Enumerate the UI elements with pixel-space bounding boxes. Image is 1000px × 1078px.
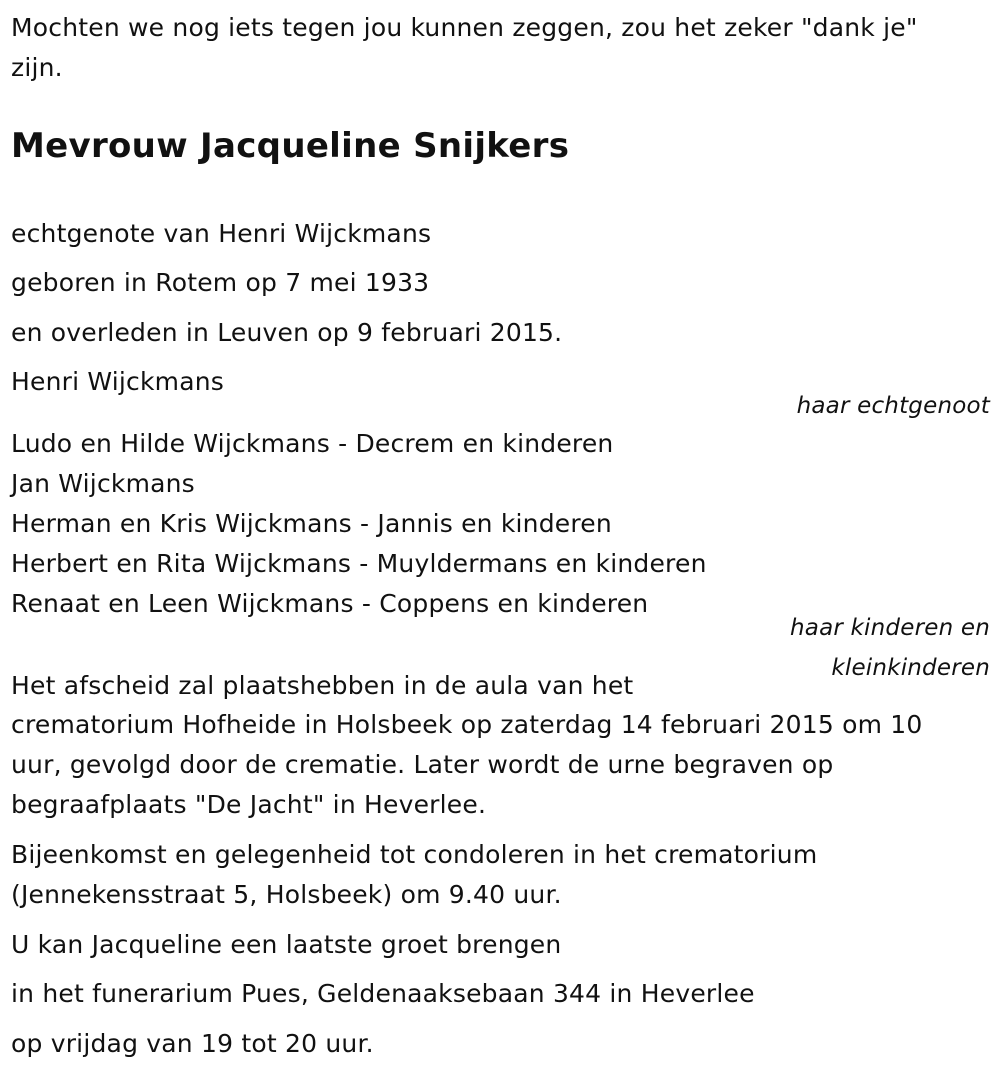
child-line: Ludo en Hilde Wijckmans - Decrem en kinderen — [11, 429, 614, 458]
detail-spouse-of: echtgenote van Henri Wijckmans — [11, 219, 432, 248]
farewell-line: Het afscheid zal plaatshebben in de aula van het — [11, 671, 634, 700]
deceased-name: Mevrouw Jacqueline Snijkers — [11, 126, 570, 166]
children-role-line1: haar kinderen en — [790, 615, 990, 641]
farewell-line: begraafplaats "De Jacht" in Heverlee. — [11, 790, 487, 819]
farewell-line: uur, gevolgd door de crematie. Later wordt de urne begraven op — [11, 750, 834, 779]
gathering-line: (Jennekensstraat 5, Holsbeek) om 9.40 uur. — [11, 880, 562, 909]
detail-born: geboren in Rotem op 7 mei 1933 — [11, 268, 430, 297]
child-line: Herbert en Rita Wijckmans - Muyldermans en kinderen — [11, 549, 707, 578]
children-role-line2: kleinkinderen — [831, 655, 990, 681]
spouse-role: haar echtgenoot — [796, 393, 990, 419]
detail-died: en overleden in Leuven op 9 februari 2015. — [11, 318, 563, 347]
spouse-name: Henri Wijckmans — [11, 367, 225, 396]
gathering-line: Bijeenkomst en gelegenheid tot condoleren in het crematorium — [11, 840, 818, 869]
visit-line: op vrijdag van 19 tot 20 uur. — [11, 1029, 374, 1058]
child-line: Herman en Kris Wijckmans - Jannis en kinderen — [11, 509, 612, 538]
visit-line: in het funerarium Pues, Geldenaaksebaan 344 in Heverlee — [11, 979, 755, 1008]
child-line: Jan Wijckmans — [11, 469, 195, 498]
visit-line: U kan Jacqueline een laatste groet brengen — [11, 930, 562, 959]
child-line: Renaat en Leen Wijckmans - Coppens en kinderen — [11, 589, 649, 618]
farewell-line: crematorium Hofheide in Holsbeek op zaterdag 14 februari 2015 om 10 — [11, 710, 923, 739]
intro-quote: Mochten we nog iets tegen jou kunnen zeggen, zou het zeker "dank je" zijn. — [11, 13, 918, 82]
